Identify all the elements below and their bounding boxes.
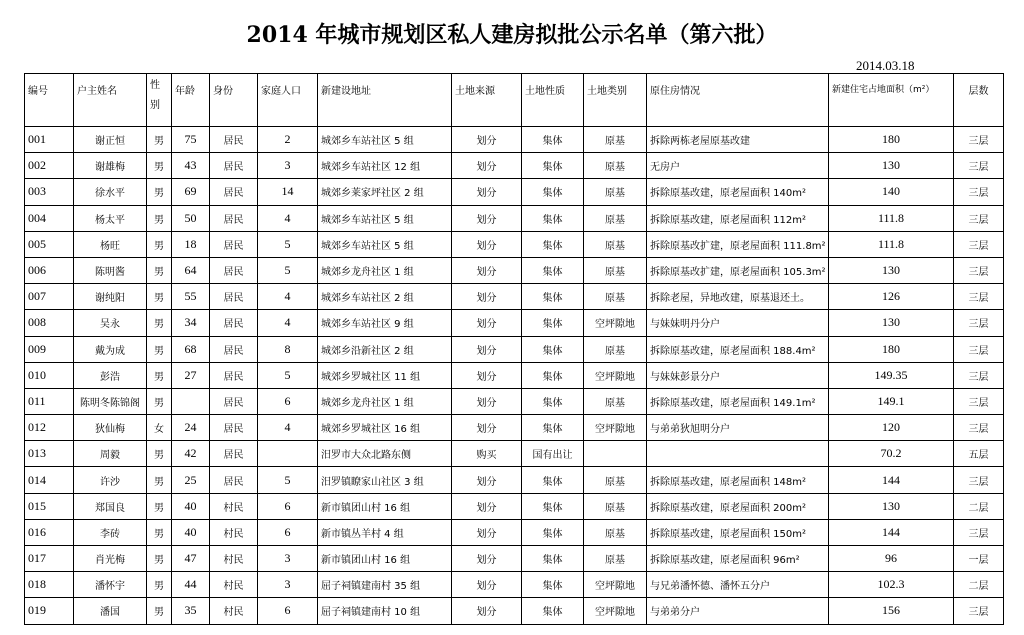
cell-household-size: 4 xyxy=(258,284,318,310)
cell-status: 居民 xyxy=(210,441,258,467)
cell-number: 019 xyxy=(25,598,74,624)
cell-age: 35 xyxy=(172,598,210,624)
cell-land-nature: 集体 xyxy=(522,336,584,362)
cell-original-housing: 与兄弟潘怀德、潘怀五分户 xyxy=(647,572,829,598)
cell-address: 新市镇团山村 16 组 xyxy=(318,493,452,519)
cell-area: 144 xyxy=(829,519,954,545)
cell-original-housing: 拆除原基改建，原老屋面积 200m² xyxy=(647,493,829,519)
cell-floors: 三层 xyxy=(954,415,1004,441)
cell-owner-name: 戴为成 xyxy=(74,336,147,362)
cell-land-category xyxy=(584,441,647,467)
cell-age: 40 xyxy=(172,519,210,545)
cell-original-housing: 与弟弟分户 xyxy=(647,598,829,624)
cell-land-category: 原基 xyxy=(584,493,647,519)
publish-date: 2014.03.18 xyxy=(856,58,915,73)
cell-owner-name: 潘怀宇 xyxy=(74,572,147,598)
cell-status: 居民 xyxy=(210,127,258,153)
cell-address: 城郊乡沿新社区 2 组 xyxy=(318,336,452,362)
cell-area: 130 xyxy=(829,153,954,179)
cell-original-housing: 拆除原基改建，原老屋面积 96m² xyxy=(647,546,829,572)
cell-number: 006 xyxy=(25,257,74,283)
cell-gender: 男 xyxy=(147,493,172,519)
cell-land-category: 空坪隙地 xyxy=(584,362,647,388)
cell-owner-name: 谢正恒 xyxy=(74,127,147,153)
cell-area: 70.2 xyxy=(829,441,954,467)
cell-land-source: 划分 xyxy=(452,336,522,362)
cell-owner-name: 李砖 xyxy=(74,519,147,545)
cell-owner-name: 狄仙梅 xyxy=(74,415,147,441)
cell-floors: 三层 xyxy=(954,519,1004,545)
cell-floors: 三层 xyxy=(954,362,1004,388)
cell-household-size: 3 xyxy=(258,153,318,179)
cell-address: 屈子祠镇建南村 10 组 xyxy=(318,598,452,624)
cell-area: 130 xyxy=(829,493,954,519)
cell-land-nature: 集体 xyxy=(522,362,584,388)
cell-household-size: 6 xyxy=(258,388,318,414)
cell-original-housing: 拆除原基改建，原老屋面积 149.1m² xyxy=(647,388,829,414)
cell-area: 130 xyxy=(829,257,954,283)
cell-owner-name: 陈明冬陈锦阁 xyxy=(74,388,147,414)
cell-status: 村民 xyxy=(210,546,258,572)
table-row xyxy=(25,205,1004,231)
cell-address: 汨罗市大众北路东侧 xyxy=(318,441,452,467)
cell-status: 居民 xyxy=(210,231,258,257)
cell-floors: 三层 xyxy=(954,336,1004,362)
cell-land-category: 原基 xyxy=(584,231,647,257)
cell-land-source: 划分 xyxy=(452,388,522,414)
column-header: 编号 xyxy=(25,74,74,127)
cell-original-housing xyxy=(647,441,829,467)
cell-area: 111.8 xyxy=(829,205,954,231)
cell-gender: 男 xyxy=(147,362,172,388)
cell-floors: 三层 xyxy=(954,127,1004,153)
cell-gender: 男 xyxy=(147,467,172,493)
cell-land-source: 划分 xyxy=(452,284,522,310)
cell-gender: 男 xyxy=(147,572,172,598)
cell-original-housing: 拆除原基改建，原老屋面积 188.4m² xyxy=(647,336,829,362)
cell-address: 城郊乡车站社区 9 组 xyxy=(318,310,452,336)
cell-owner-name: 杨太平 xyxy=(74,205,147,231)
cell-age: 50 xyxy=(172,205,210,231)
cell-household-size: 4 xyxy=(258,415,318,441)
cell-area: 149.35 xyxy=(829,362,954,388)
cell-original-housing: 拆除老屋，异地改建，原基退还土。 xyxy=(647,284,829,310)
cell-land-category: 原基 xyxy=(584,467,647,493)
cell-original-housing: 与妹妹明丹分户 xyxy=(647,310,829,336)
cell-land-source: 划分 xyxy=(452,127,522,153)
cell-household-size: 8 xyxy=(258,336,318,362)
cell-land-nature: 集体 xyxy=(522,205,584,231)
cell-land-nature: 集体 xyxy=(522,231,584,257)
cell-gender: 男 xyxy=(147,179,172,205)
table-row xyxy=(25,519,1004,545)
column-header: 身份 xyxy=(210,74,258,127)
column-header: 土地类别 xyxy=(584,74,647,127)
cell-status: 居民 xyxy=(210,362,258,388)
cell-floors: 三层 xyxy=(954,153,1004,179)
table-row xyxy=(25,598,1004,624)
cell-age: 43 xyxy=(172,153,210,179)
cell-floors: 五层 xyxy=(954,441,1004,467)
cell-number: 009 xyxy=(25,336,74,362)
cell-land-category: 原基 xyxy=(584,153,647,179)
table-row xyxy=(25,153,1004,179)
cell-land-category: 空坪隙地 xyxy=(584,415,647,441)
cell-floors: 一层 xyxy=(954,546,1004,572)
cell-age: 18 xyxy=(172,231,210,257)
cell-floors: 三层 xyxy=(954,310,1004,336)
cell-floors: 二层 xyxy=(954,493,1004,519)
cell-land-nature: 集体 xyxy=(522,572,584,598)
cell-area: 149.1 xyxy=(829,388,954,414)
cell-number: 008 xyxy=(25,310,74,336)
cell-address: 城郊乡莱家坪社区 2 组 xyxy=(318,179,452,205)
cell-land-nature: 集体 xyxy=(522,598,584,624)
cell-status: 居民 xyxy=(210,179,258,205)
cell-household-size xyxy=(258,441,318,467)
cell-land-nature: 集体 xyxy=(522,519,584,545)
table-row xyxy=(25,467,1004,493)
cell-age: 24 xyxy=(172,415,210,441)
cell-status: 村民 xyxy=(210,598,258,624)
cell-original-housing: 无房户 xyxy=(647,153,829,179)
cell-land-source: 划分 xyxy=(452,257,522,283)
cell-land-nature: 集体 xyxy=(522,179,584,205)
cell-gender: 男 xyxy=(147,231,172,257)
cell-address: 城郊乡车站社区 5 组 xyxy=(318,127,452,153)
cell-address: 城郊乡罗城社区 11 组 xyxy=(318,362,452,388)
cell-land-source: 划分 xyxy=(452,598,522,624)
table-row xyxy=(25,362,1004,388)
cell-land-nature: 集体 xyxy=(522,415,584,441)
table-row xyxy=(25,415,1004,441)
cell-area: 180 xyxy=(829,127,954,153)
cell-age: 64 xyxy=(172,257,210,283)
cell-land-nature: 集体 xyxy=(522,546,584,572)
cell-status: 居民 xyxy=(210,336,258,362)
cell-gender: 男 xyxy=(147,598,172,624)
column-header: 新建住宅占地面积（m²） xyxy=(829,74,954,127)
cell-status: 居民 xyxy=(210,310,258,336)
cell-original-housing: 拆除原基改建，原老屋面积 112m² xyxy=(647,205,829,231)
column-header: 新建设地址 xyxy=(318,74,452,127)
cell-address: 城郊乡车站社区 5 组 xyxy=(318,231,452,257)
cell-status: 村民 xyxy=(210,493,258,519)
cell-original-housing: 与妹妹彭景分户 xyxy=(647,362,829,388)
cell-household-size: 4 xyxy=(258,205,318,231)
cell-owner-name: 肖光梅 xyxy=(74,546,147,572)
cell-owner-name: 许沙 xyxy=(74,467,147,493)
cell-address: 城郊乡车站社区 12 组 xyxy=(318,153,452,179)
cell-number: 004 xyxy=(25,205,74,231)
cell-household-size: 6 xyxy=(258,519,318,545)
cell-household-size: 3 xyxy=(258,546,318,572)
table-row xyxy=(25,284,1004,310)
cell-address: 城郊乡车站社区 5 组 xyxy=(318,205,452,231)
cell-land-source: 划分 xyxy=(452,572,522,598)
cell-address: 城郊乡龙舟社区 1 组 xyxy=(318,388,452,414)
cell-area: 96 xyxy=(829,546,954,572)
cell-age: 68 xyxy=(172,336,210,362)
page-title: 2014 年城市规划区私人建房拟批公示名单（第六批） xyxy=(246,22,778,48)
cell-land-category: 原基 xyxy=(584,336,647,362)
table-header-row xyxy=(25,74,1004,127)
cell-status: 居民 xyxy=(210,153,258,179)
cell-age: 55 xyxy=(172,284,210,310)
cell-floors: 三层 xyxy=(954,179,1004,205)
cell-land-nature: 集体 xyxy=(522,388,584,414)
cell-land-source: 划分 xyxy=(452,205,522,231)
cell-household-size: 6 xyxy=(258,493,318,519)
cell-land-source: 划分 xyxy=(452,493,522,519)
table-row xyxy=(25,257,1004,283)
cell-original-housing: 与弟弟狄旭明分户 xyxy=(647,415,829,441)
cell-land-nature: 集体 xyxy=(522,257,584,283)
cell-land-category: 空坪隙地 xyxy=(584,572,647,598)
cell-area: 144 xyxy=(829,467,954,493)
cell-floors: 三层 xyxy=(954,598,1004,624)
cell-number: 003 xyxy=(25,179,74,205)
cell-land-category: 空坪隙地 xyxy=(584,310,647,336)
cell-land-category: 原基 xyxy=(584,179,647,205)
cell-gender: 女 xyxy=(147,415,172,441)
cell-land-nature: 集体 xyxy=(522,467,584,493)
cell-original-housing: 拆除原基改建，原老屋面积 140m² xyxy=(647,179,829,205)
cell-address: 汨罗镇瞭家山社区 3 组 xyxy=(318,467,452,493)
cell-number: 012 xyxy=(25,415,74,441)
cell-number: 010 xyxy=(25,362,74,388)
cell-household-size: 5 xyxy=(258,362,318,388)
cell-area: 180 xyxy=(829,336,954,362)
column-header: 土地性质 xyxy=(522,74,584,127)
cell-gender: 男 xyxy=(147,546,172,572)
cell-age: 40 xyxy=(172,493,210,519)
cell-land-nature: 集体 xyxy=(522,127,584,153)
cell-land-nature: 集体 xyxy=(522,284,584,310)
column-header: 家庭人口 xyxy=(258,74,318,127)
cell-floors: 三层 xyxy=(954,231,1004,257)
cell-floors: 三层 xyxy=(954,205,1004,231)
cell-owner-name: 杨旺 xyxy=(74,231,147,257)
cell-number: 016 xyxy=(25,519,74,545)
cell-age: 42 xyxy=(172,441,210,467)
cell-land-source: 划分 xyxy=(452,519,522,545)
cell-status: 居民 xyxy=(210,284,258,310)
cell-owner-name: 郑国良 xyxy=(74,493,147,519)
cell-land-nature: 集体 xyxy=(522,310,584,336)
cell-land-category: 原基 xyxy=(584,388,647,414)
cell-land-source: 划分 xyxy=(452,467,522,493)
table-row xyxy=(25,336,1004,362)
cell-number: 007 xyxy=(25,284,74,310)
cell-land-category: 原基 xyxy=(584,127,647,153)
approval-table xyxy=(24,73,1004,625)
cell-owner-name: 陈明酱 xyxy=(74,257,147,283)
cell-status: 居民 xyxy=(210,388,258,414)
cell-gender: 男 xyxy=(147,257,172,283)
cell-number: 013 xyxy=(25,441,74,467)
cell-area: 126 xyxy=(829,284,954,310)
cell-original-housing: 拆除两栋老屋原基改建 xyxy=(647,127,829,153)
cell-floors: 三层 xyxy=(954,467,1004,493)
cell-land-nature: 集体 xyxy=(522,153,584,179)
cell-gender: 男 xyxy=(147,310,172,336)
cell-address: 城郊乡罗城社区 16 组 xyxy=(318,415,452,441)
cell-original-housing: 拆除原基改建，原老屋面积 150m² xyxy=(647,519,829,545)
cell-original-housing: 拆除原基改扩建，原老屋面积 111.8m² xyxy=(647,231,829,257)
cell-land-category: 原基 xyxy=(584,284,647,310)
cell-age: 25 xyxy=(172,467,210,493)
cell-land-source: 划分 xyxy=(452,415,522,441)
cell-age: 69 xyxy=(172,179,210,205)
cell-land-category: 原基 xyxy=(584,257,647,283)
cell-number: 011 xyxy=(25,388,74,414)
cell-land-source: 划分 xyxy=(452,362,522,388)
cell-household-size: 6 xyxy=(258,598,318,624)
table-row xyxy=(25,546,1004,572)
cell-area: 120 xyxy=(829,415,954,441)
cell-land-category: 空坪隙地 xyxy=(584,598,647,624)
cell-status: 居民 xyxy=(210,415,258,441)
cell-land-category: 原基 xyxy=(584,546,647,572)
cell-household-size: 14 xyxy=(258,179,318,205)
cell-address: 城郊乡龙舟社区 1 组 xyxy=(318,257,452,283)
cell-gender: 男 xyxy=(147,153,172,179)
cell-status: 居民 xyxy=(210,467,258,493)
cell-land-source: 购买 xyxy=(452,441,522,467)
column-header: 户主姓名 xyxy=(74,74,147,127)
cell-age: 44 xyxy=(172,572,210,598)
cell-status: 居民 xyxy=(210,205,258,231)
cell-area: 102.3 xyxy=(829,572,954,598)
cell-land-source: 划分 xyxy=(452,546,522,572)
cell-owner-name: 谢纯阳 xyxy=(74,284,147,310)
cell-household-size: 2 xyxy=(258,127,318,153)
cell-address: 新市镇丛羊村 4 组 xyxy=(318,519,452,545)
cell-number: 018 xyxy=(25,572,74,598)
column-header: 年龄 xyxy=(172,74,210,127)
cell-gender: 男 xyxy=(147,441,172,467)
cell-owner-name: 吴永 xyxy=(74,310,147,336)
cell-number: 015 xyxy=(25,493,74,519)
column-header: 层数 xyxy=(954,74,1004,127)
cell-floors: 三层 xyxy=(954,284,1004,310)
cell-area: 111.8 xyxy=(829,231,954,257)
table-row xyxy=(25,231,1004,257)
cell-original-housing: 拆除原基改扩建，原老屋面积 105.3m² xyxy=(647,257,829,283)
cell-household-size: 5 xyxy=(258,231,318,257)
cell-number: 005 xyxy=(25,231,74,257)
cell-status: 村民 xyxy=(210,519,258,545)
cell-area: 130 xyxy=(829,310,954,336)
cell-address: 屈子祠镇建南村 35 组 xyxy=(318,572,452,598)
cell-address: 城郊乡车站社区 2 组 xyxy=(318,284,452,310)
cell-household-size: 3 xyxy=(258,572,318,598)
table-row xyxy=(25,388,1004,414)
cell-gender: 男 xyxy=(147,127,172,153)
cell-gender: 男 xyxy=(147,519,172,545)
cell-owner-name: 周毅 xyxy=(74,441,147,467)
cell-owner-name: 彭浩 xyxy=(74,362,147,388)
cell-household-size: 5 xyxy=(258,257,318,283)
cell-number: 001 xyxy=(25,127,74,153)
cell-owner-name: 徐水平 xyxy=(74,179,147,205)
cell-age: 34 xyxy=(172,310,210,336)
cell-address: 新市镇团山村 16 组 xyxy=(318,546,452,572)
cell-land-category: 原基 xyxy=(584,519,647,545)
cell-household-size: 4 xyxy=(258,310,318,336)
cell-land-nature: 集体 xyxy=(522,493,584,519)
cell-land-source: 划分 xyxy=(452,179,522,205)
cell-age: 27 xyxy=(172,362,210,388)
cell-area: 140 xyxy=(829,179,954,205)
cell-number: 002 xyxy=(25,153,74,179)
cell-gender: 男 xyxy=(147,284,172,310)
column-header: 土地来源 xyxy=(452,74,522,127)
column-header: 性别 xyxy=(147,74,172,127)
cell-owner-name: 谢雄梅 xyxy=(74,153,147,179)
cell-age: 75 xyxy=(172,127,210,153)
cell-status: 村民 xyxy=(210,572,258,598)
cell-gender: 男 xyxy=(147,336,172,362)
cell-land-source: 划分 xyxy=(452,231,522,257)
cell-owner-name: 潘国 xyxy=(74,598,147,624)
table-row xyxy=(25,127,1004,153)
table-row xyxy=(25,572,1004,598)
cell-age: 47 xyxy=(172,546,210,572)
column-header: 原住房情况 xyxy=(647,74,829,127)
cell-land-nature: 国有出让 xyxy=(522,441,584,467)
cell-number: 017 xyxy=(25,546,74,572)
cell-area: 156 xyxy=(829,598,954,624)
table-row xyxy=(25,179,1004,205)
cell-land-category: 原基 xyxy=(584,205,647,231)
cell-gender: 男 xyxy=(147,388,172,414)
table-row xyxy=(25,441,1004,467)
cell-household-size: 5 xyxy=(258,467,318,493)
cell-floors: 三层 xyxy=(954,257,1004,283)
cell-floors: 三层 xyxy=(954,388,1004,414)
cell-number: 014 xyxy=(25,467,74,493)
cell-land-source: 划分 xyxy=(452,310,522,336)
cell-land-source: 划分 xyxy=(452,153,522,179)
cell-status: 居民 xyxy=(210,257,258,283)
cell-original-housing: 拆除原基改建，原老屋面积 148m² xyxy=(647,467,829,493)
table-row xyxy=(25,493,1004,519)
table-row xyxy=(25,310,1004,336)
cell-floors: 二层 xyxy=(954,572,1004,598)
cell-age xyxy=(172,388,210,414)
cell-gender: 男 xyxy=(147,205,172,231)
